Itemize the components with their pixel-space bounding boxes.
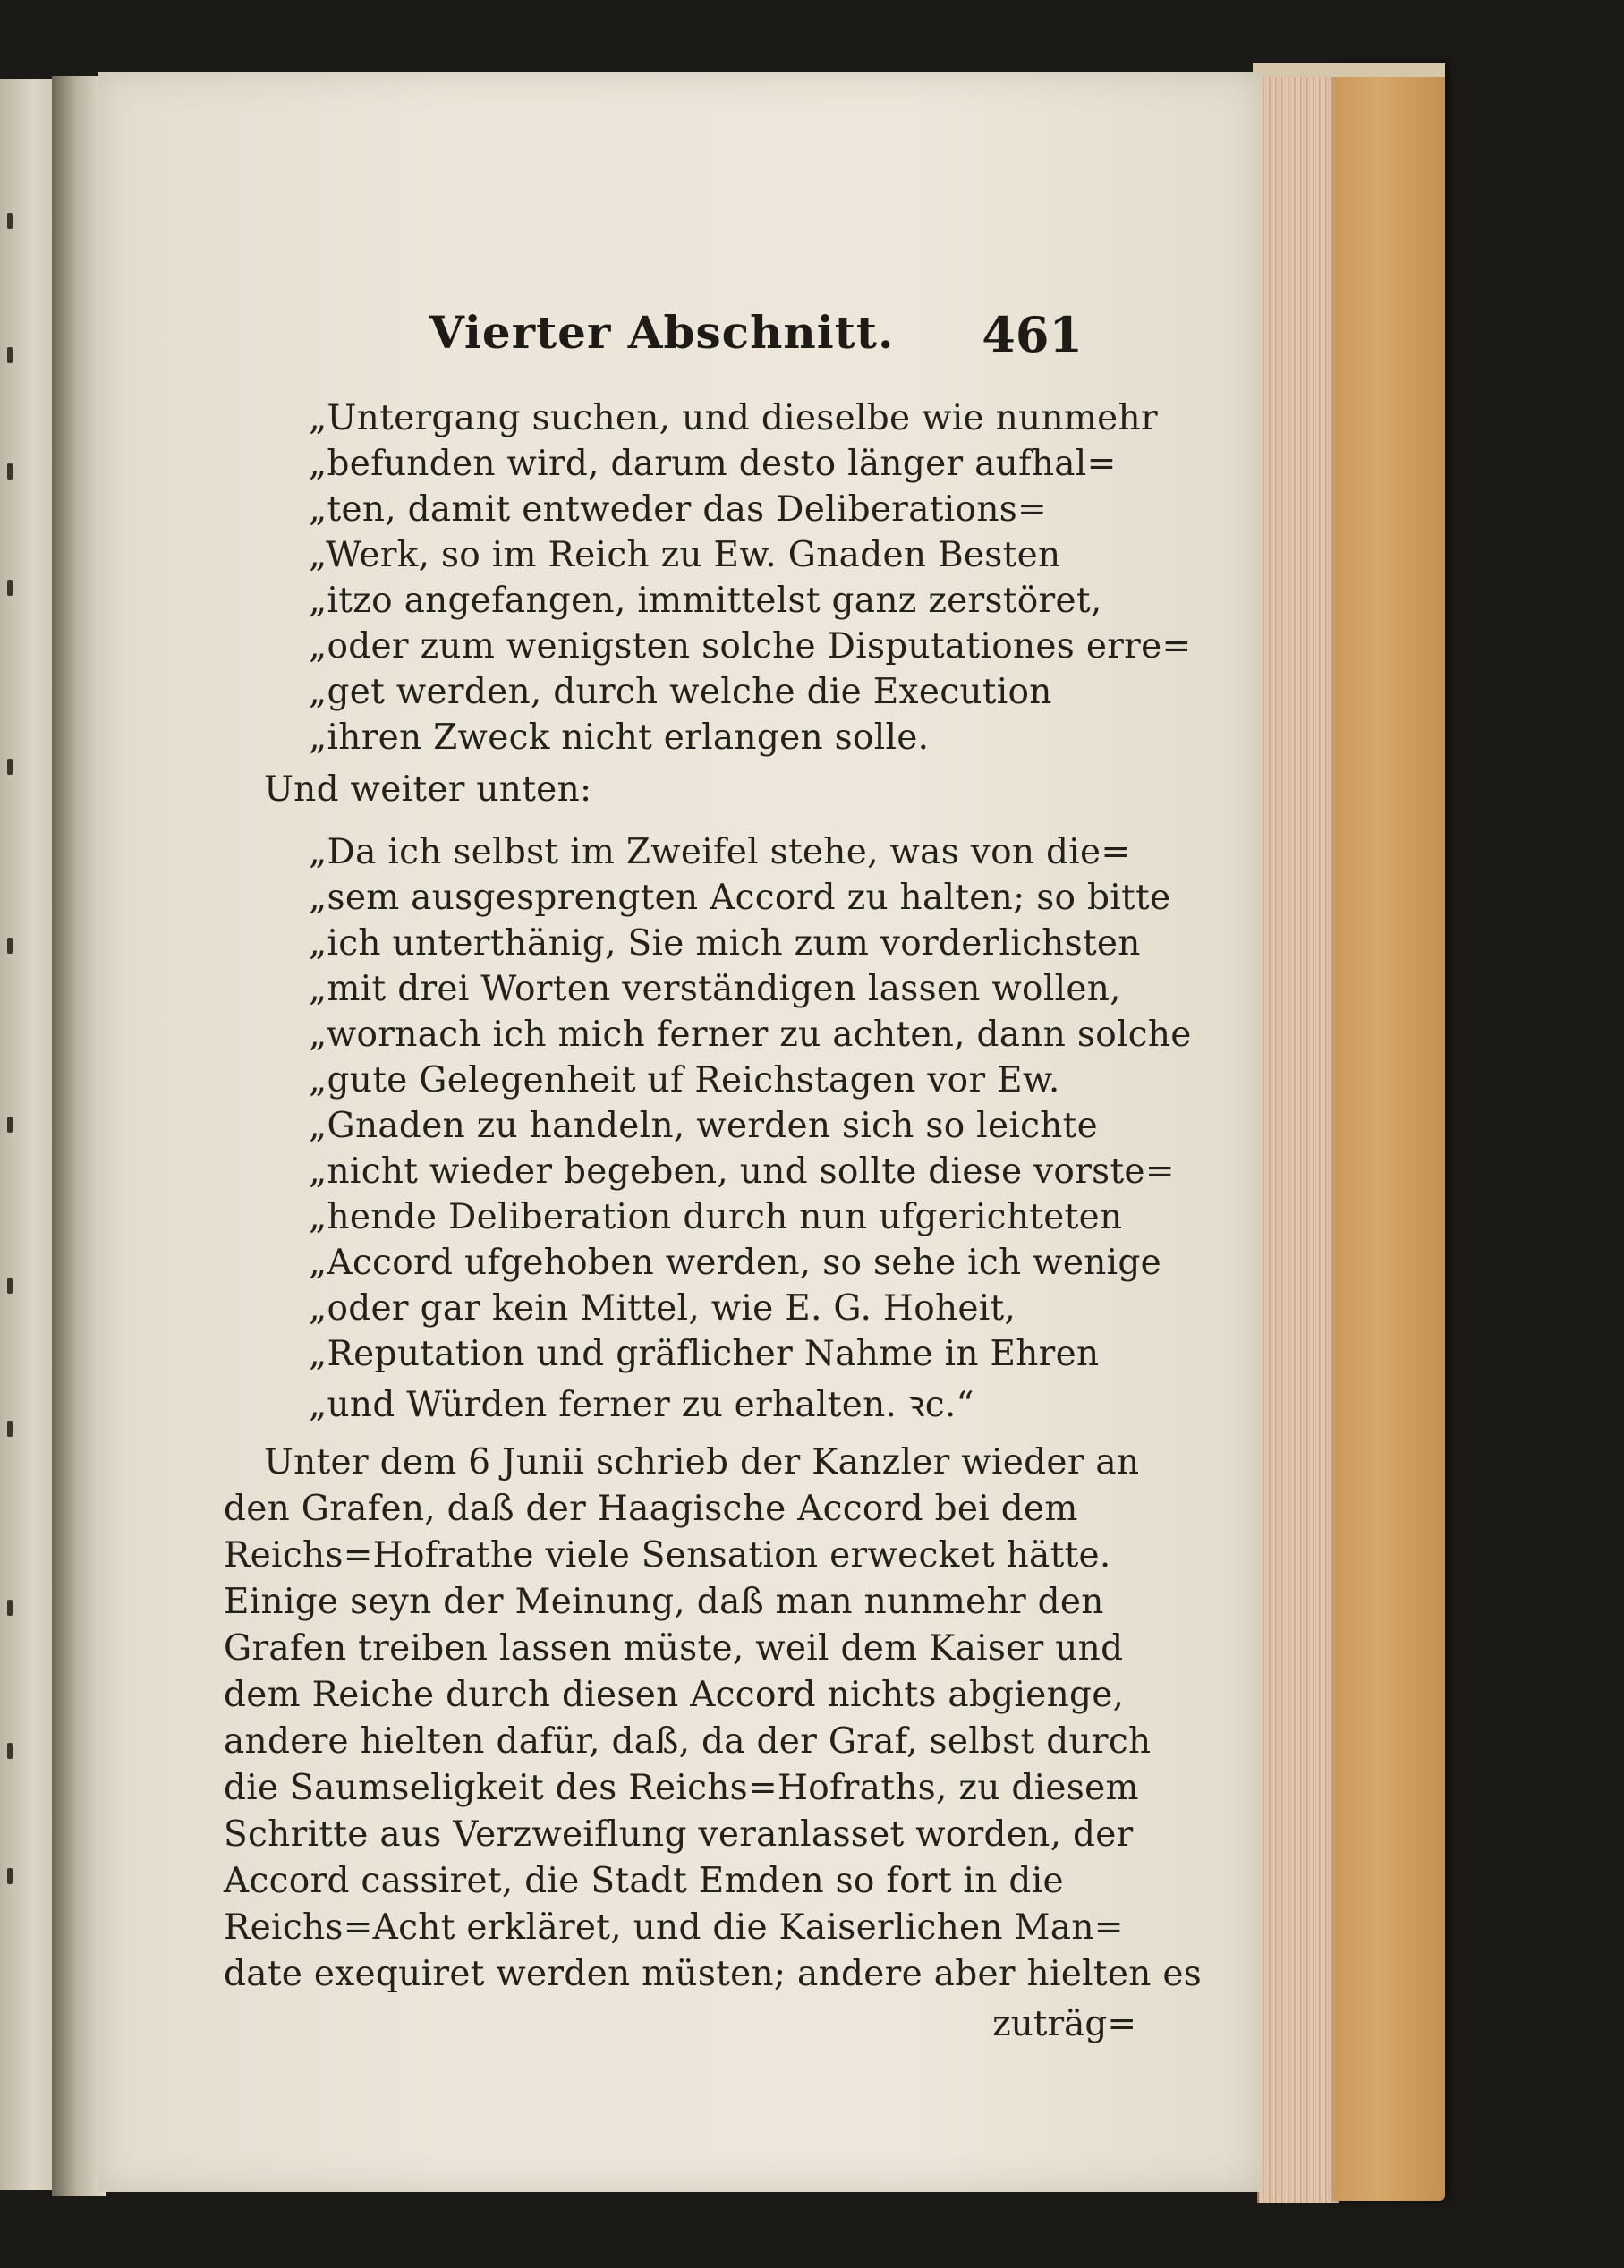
running-head [429,306,1083,378]
paragraph-line: date exequiret werden müsten; andere aber hielten es [224,1954,1203,1994]
quote-line: „und Würden ferner zu erhalten. ꝛc.“ [309,1385,974,1425]
paragraph-line: Reichs=Hofrathe viele Sensation erwecket hätte. [224,1535,1111,1576]
ink-mark [7,1278,13,1294]
page-number: 461 [982,306,1083,363]
top-edge [1253,63,1445,77]
gutter-shadow [52,76,106,2196]
paragraph-line: Grafen treiben lassen müste, weil dem Kaiser und [224,1628,1124,1669]
ink-mark [7,759,13,775]
paragraph-line: den Grafen, daß der Haagische Accord bei dem [224,1489,1078,1529]
quote-line: „Untergang suchen, und dieselbe wie nunmehr [309,398,1158,438]
paragraph-line: die Saumseligkeit des Reichs=Hofraths, zu diesem [224,1768,1139,1808]
quote-line: „Reputation und gräflicher Nahme in Ehren [309,1334,1100,1374]
quote-line: „oder zum wenigsten solche Disputationes erre= [309,626,1192,667]
quote-line: „nicht wieder begeben, und sollte diese vorste= [309,1151,1175,1192]
transition-line: Und weiter unten: [264,769,592,810]
catchword: zuträg= [992,2004,1136,2044]
quote-line: „get werden, durch welche die Execution [309,672,1052,712]
facing-page-edge [0,79,57,2190]
quote-line: „gute Gelegenheit uf Reichstagen vor Ew. [309,1060,1060,1100]
paragraph-line: andere hielten dafür, daß, da der Graf, selbst durch [224,1721,1152,1762]
quote-line: „itzo angefangen, immittelst ganz zerstöret, [309,581,1102,621]
ink-mark [7,213,13,229]
ink-mark [7,1600,13,1616]
quote-line: „wornach ich mich ferner zu achten, dann solche [309,1015,1192,1055]
ink-mark [7,1421,13,1437]
quote-line: „ihren Zweck nicht erlangen solle. [309,718,930,758]
book-cover [1333,63,1445,2201]
page-block-edge [1257,64,1339,2203]
quote-line: „oder gar kein Mittel, wie E. G. Hoheit, [309,1288,1016,1329]
book-page [98,72,1262,2192]
ink-mark [7,1117,13,1133]
quote-line: „sem ausgesprengten Accord zu halten; so bitte [309,878,1171,918]
paragraph-line: Accord cassiret, die Stadt Emden so fort in die [224,1861,1064,1901]
paragraph-line: Schritte aus Verzweiflung veranlasset worden, der [224,1814,1134,1855]
ink-mark [7,347,13,363]
paragraph-line: Einige seyn der Meinung, daß man nunmehr den [224,1582,1104,1622]
paragraph-line: dem Reiche durch diesen Accord nichts abgienge, [224,1675,1125,1715]
ink-mark [7,463,13,480]
ink-mark [7,938,13,954]
quote-line: „befunden wird, darum desto länger aufhal= [309,444,1117,484]
paragraph-line: Reichs=Acht erkläret, und die Kaiserlichen Man= [224,1907,1124,1948]
ink-mark [7,580,13,596]
quote-line: „ich unterthänig, Sie mich zum vorderlichsten [309,923,1141,964]
quote-line: „Gnaden zu handeln, werden sich so leichte [309,1106,1099,1146]
ink-mark [7,1743,13,1759]
ink-mark [7,1868,13,1884]
quote-line: „Accord ufgehoben werden, so sehe ich wenige [309,1243,1162,1283]
quote-line: „ten, damit entweder das Deliberations= [309,489,1048,530]
quote-line: „hende Deliberation durch nun ufgerichteten [309,1197,1123,1237]
running-title: Vierter Abschnitt. [429,306,895,359]
quote-line: „Werk, so im Reich zu Ew. Gnaden Besten [309,535,1061,575]
paragraph-line: Unter dem 6 Junii schrieb der Kanzler wieder an [264,1442,1140,1482]
quote-line: „Da ich selbst im Zweifel stehe, was von die= [309,832,1131,872]
quote-line: „mit drei Worten verständigen lassen wollen, [309,969,1121,1009]
